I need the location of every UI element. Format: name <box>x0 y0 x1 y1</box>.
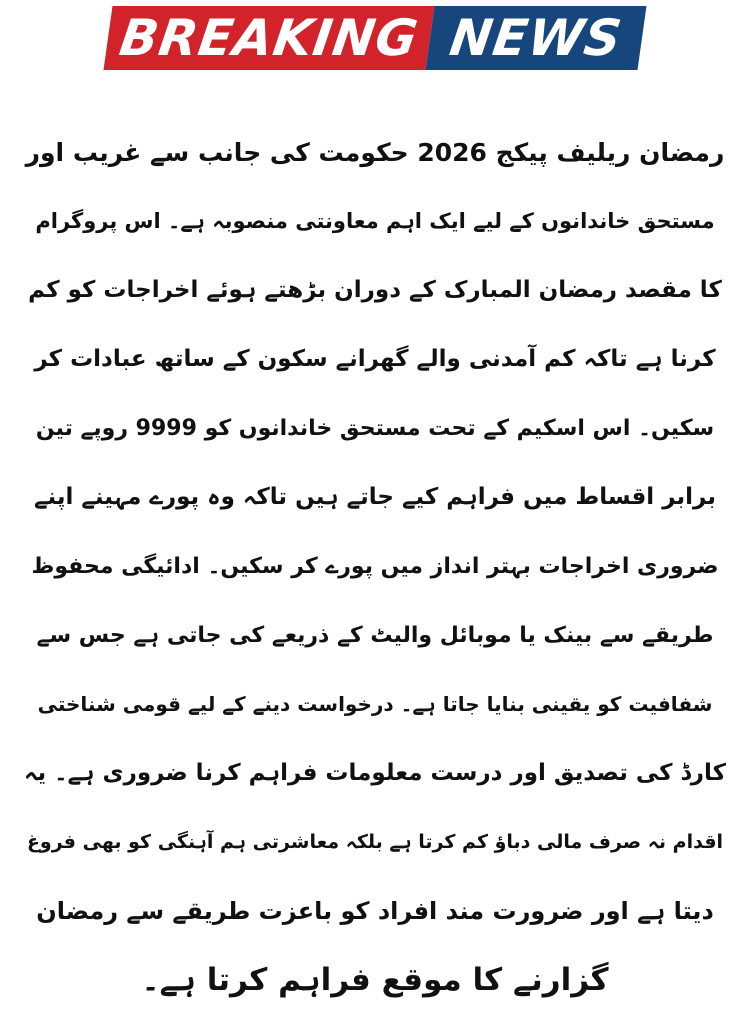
article-line: اقدام نہ صرف مالی دباؤ کم کرتا ہے بلکہ معاشرتی ہم آہنگی کو بھی فروغ <box>26 831 724 853</box>
article-line: مستحق خاندانوں کے لیے ایک اہم معاونتی منصوبہ ہے۔ اس پروگرام <box>35 209 715 233</box>
article-line: کا مقصد رمضان المبارک کے دوران بڑھتے ہوئے اخراجات کو کم <box>28 277 722 303</box>
article-line: ضروری اخراجات بہتر انداز میں پورے کر سکیں۔ ادائیگی محفوظ <box>31 554 719 579</box>
banner-word-breaking: BREAKING <box>104 6 435 70</box>
article-line: کارڈ کی تصدیق اور درست معلومات فراہم کرنا ضروری ہے۔ یہ <box>24 760 726 786</box>
banner-word-news: NEWS <box>426 6 647 70</box>
breaking-news-banner <box>108 6 642 70</box>
article-line: شفافیت کو یقینی بنایا جاتا ہے۔ درخواست دینے کے لیے قومی شناختی <box>37 692 713 716</box>
article-body <box>24 118 726 1015</box>
article-line: رمضان ریلیف پیکج 2026 حکومت کی جانب سے غریب اور <box>25 138 725 167</box>
article-line: طریقے سے بینک یا موبائل والیٹ کے ذریعے کی جاتی ہے جس سے <box>36 623 714 648</box>
article-line: دیتا ہے اور ضرورت مند افراد کو باعزت طریقے سے رمضان <box>36 897 714 925</box>
article-line: کرنا ہے تاکہ کم آمدنی والے گھرانے سکون کے ساتھ عبادات کر <box>34 346 716 372</box>
article-line: گزارنے کا موقع فراہم کرتا ہے۔ <box>141 962 609 998</box>
article-line: سکیں۔ اس اسکیم کے تحت مستحق خاندانوں کو 9999 روپے تین <box>35 416 715 441</box>
article-line: برابر اقساط میں فراہم کیے جاتے ہیں تاکہ وہ پورے مہینے اپنے <box>34 484 716 510</box>
